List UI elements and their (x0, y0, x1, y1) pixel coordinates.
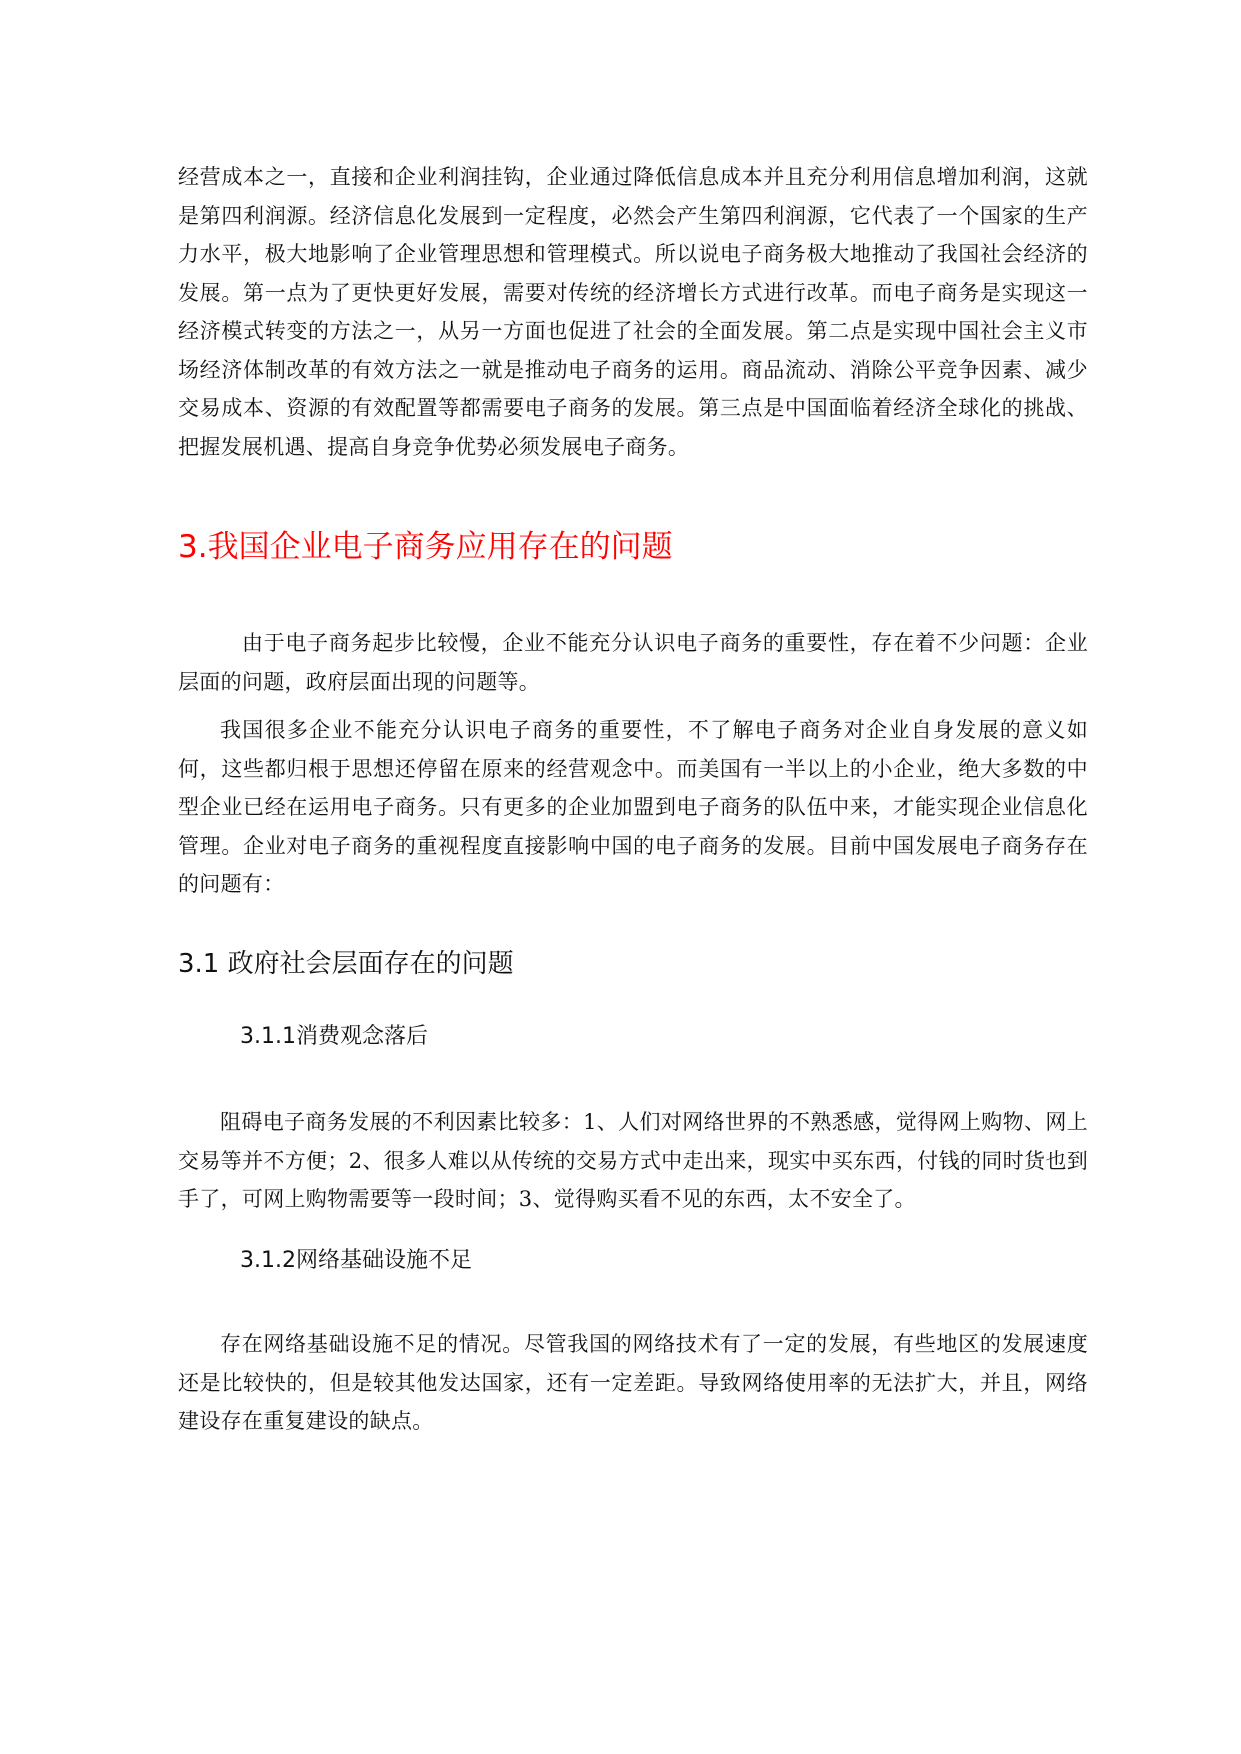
subsection-heading-3-1: 3.1 政府社会层面存在的问题 (178, 949, 514, 979)
paragraph-section-intro: 由于电子商务起步比较慢，企业不能充分认识电子商务的重要性，存在着不少问题：企业层面的问题，政府层面出现的问题等。 (178, 631, 1088, 694)
paragraph-consumption-concept: 阻碍电子商务发展的不利因素比较多：1、人们对网络世界的不熟悉感，觉得网上购物、网上交易等并不方便；2、很多人难以从传统的交易方式中走出来，现实中买东西，付钱的同时货也到手了，可网上购物需要等一段时间；3、觉得购买看不见的东西，太不安全了。 (178, 1110, 1088, 1211)
paragraph-network-infrastructure: 存在网络基础设施不足的情况。尽管我国的网络技术有了一定的发展，有些地区的发展速度还是比较快的，但是较其他发达国家，还有一定差距。导致网络使用率的无法扩大，并且，网络建设存在重复建设的缺点。 (178, 1332, 1088, 1433)
subsubsection-heading-3-1-2: 3.1.2网络基础设施不足 (240, 1248, 472, 1273)
subsubsection-heading-3-1-1: 3.1.1消费观念落后 (240, 1024, 428, 1049)
paragraph-enterprise-awareness: 我国很多企业不能充分认识电子商务的重要性，不了解电子商务对企业自身发展的意义如何，这些都归根于思想还停留在原来的经营观念中。而美国有一半以上的小企业，绝大多数的中型企业已经在运用电子商务。只有更多的企业加盟到电子商务的队伍中来，才能实现企业信息化管理。企业对电子商务的重视程度直接影响中国的电子商务的发展。目前中国发展电子商务存在的问题有： (178, 718, 1088, 896)
paragraph-intro-continuation: 经营成本之一，直接和企业利润挂钩，企业通过降低信息成本并且充分利用信息增加利润，这就是第四利润源。经济信息化发展到一定程度，必然会产生第四利润源，它代表了一个国家的生产力水平，极大地影响了企业管理思想和管理模式。所以说电子商务极大地推动了我国社会经济的发展。第一点为了更快更好发展，需要对传统的经济增长方式进行改革。而电子商务是实现这一经济模式转变的方法之一，从另一方面也促进了社会的全面发展。第二点是实现中国社会主义市场经济体制改革的有效方法之一就是推动电子商务的运用。商品流动、消除公平竞争因素、减少交易成本、资源的有效配置等都需要电子商务的发展。第三点是中国面临着经济全球化的挑战、把握发展机遇、提高自身竞争优势必须发展电子商务。 (178, 165, 1088, 459)
section-heading-3: 3.我国企业电子商务应用存在的问题 (178, 529, 673, 565)
